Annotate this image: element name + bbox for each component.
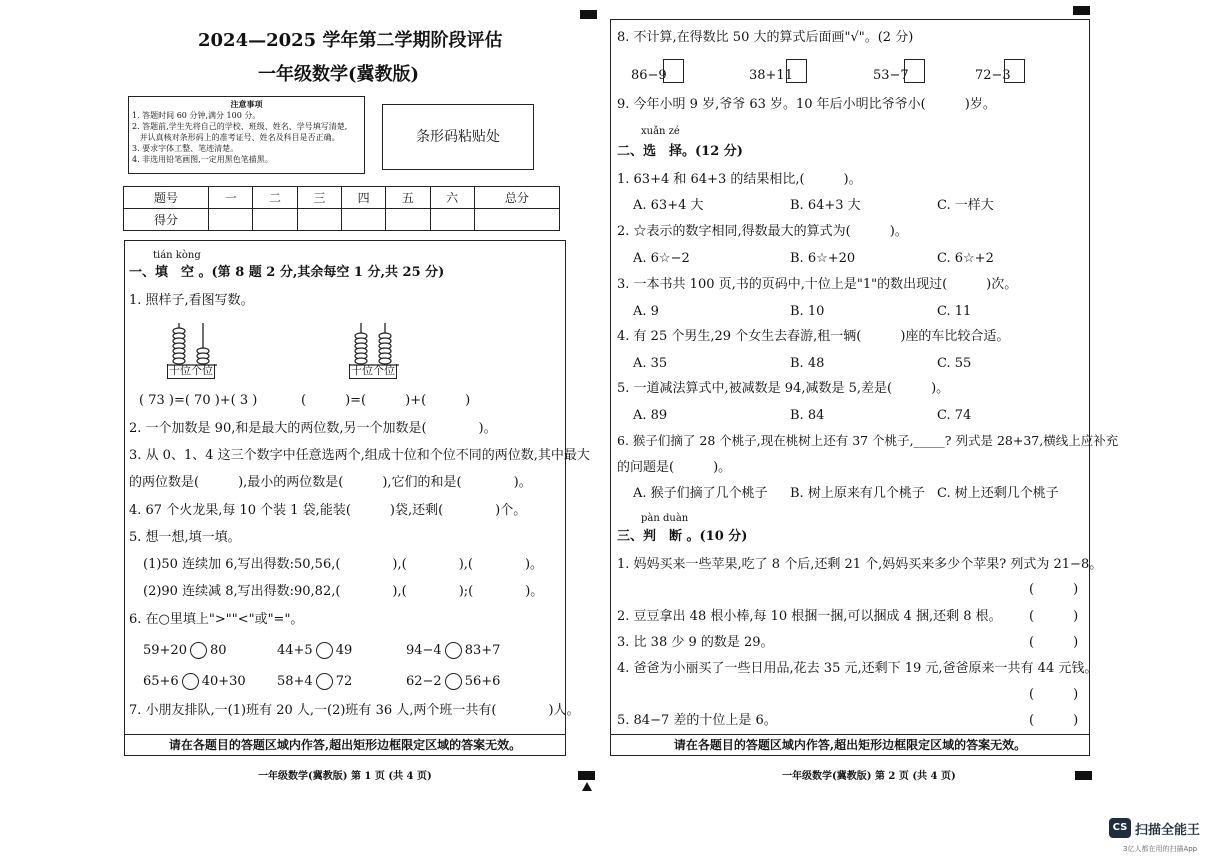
compare-circle[interactable] xyxy=(445,642,462,659)
mc-option[interactable]: B. 6☆+20 xyxy=(790,251,856,266)
question-5-1: (1)50 连续加 6,写出得数:50,56,( ),( ),( )。 xyxy=(143,557,544,572)
mc-option[interactable]: C. 11 xyxy=(937,304,972,319)
page-title: 2024—2025 学年第二学期阶段评估 xyxy=(198,30,503,51)
compare-item: 59+20 80 xyxy=(143,643,227,658)
mc-option[interactable]: A. 89 xyxy=(633,408,668,423)
barcode-label: 条形码粘贴处 xyxy=(416,129,500,145)
tf-question: 1. 妈妈买来一些苹果,吃了 8 个后,还剩 21 个,妈妈买来多少个苹果? 列式为 21−8。 xyxy=(617,557,1103,572)
tf-answer-paren[interactable]: ( ) xyxy=(1029,713,1079,728)
mc-question: 4. 有 25 个男生,29 个女生去春游,租一辆( )座的车比较合适。 xyxy=(617,329,1010,344)
score-cell[interactable] xyxy=(341,209,385,231)
tf-answer-paren[interactable]: ( ) xyxy=(1029,609,1079,624)
question-3-cont: 的两位数是( ),最小的两位数是( ),它们的和是( )。 xyxy=(129,475,532,490)
score-cell[interactable] xyxy=(253,209,297,231)
barcode-box xyxy=(382,104,534,170)
notice-line: 2. 答题前,学生先将自己的学校、班级、姓名、学号填写清楚, xyxy=(132,122,348,131)
section-title: 二、选 择。(12 分) xyxy=(617,144,743,159)
mc-option[interactable]: A. 猴子们摘了几个桃子 xyxy=(633,486,768,501)
mc-question: 2. ☆表示的数字相同,得数最大的算式为( )。 xyxy=(617,224,908,239)
scanner-watermark xyxy=(1109,818,1221,858)
registration-mark xyxy=(578,771,595,780)
mc-option[interactable]: B. 84 xyxy=(790,408,825,423)
question-4: 4. 67 个火龙果,每 10 个装 1 袋,能装( )袋,还剩( )个。 xyxy=(129,503,527,518)
tf-answer-paren[interactable]: ( ) xyxy=(1029,582,1079,597)
mc-option[interactable]: C. 74 xyxy=(937,408,972,423)
abacus-label: 十位个位 xyxy=(169,364,213,377)
score-cell[interactable] xyxy=(430,209,474,231)
score-header: 一 xyxy=(209,187,253,209)
compare-item: 58+4 72 xyxy=(277,674,353,689)
tf-answer-paren[interactable]: ( ) xyxy=(1029,687,1079,702)
mc-option[interactable]: A. 35 xyxy=(633,356,668,371)
mc-question: 3. 一本书共 100 页,书的页码中,十位上是"1"的数出现过( )次。 xyxy=(617,277,1018,292)
q8-item: 53−7 xyxy=(873,68,909,83)
question-5: 5. 想一想,填一填。 xyxy=(129,530,241,545)
mc-option[interactable]: A. 63+4 大 xyxy=(633,198,704,213)
checkbox-square[interactable] xyxy=(663,59,684,83)
score-header: 六 xyxy=(430,187,474,209)
page-footer: 一年级数学(冀教版) 第 1 页 (共 4 页) xyxy=(258,771,432,782)
answer-blank[interactable]: ( )=( )+( ) xyxy=(301,393,471,408)
abacus-figure xyxy=(349,321,403,379)
score-header: 二 xyxy=(253,187,297,209)
section-title: 三、判 断 。(10 分) xyxy=(617,529,748,544)
score-header: 总分 xyxy=(474,187,559,209)
right-answer-panel xyxy=(610,19,1119,756)
score-cell[interactable] xyxy=(474,209,559,231)
checkbox-square[interactable] xyxy=(904,59,925,83)
mc-option[interactable]: C. 6☆+2 xyxy=(937,251,994,266)
tf-answer-paren[interactable]: ( ) xyxy=(1029,635,1079,650)
mc-option[interactable]: B. 64+3 大 xyxy=(790,198,861,213)
compare-item: 94−4 83+7 xyxy=(406,643,501,658)
tf-question: 5. 84−7 差的十位上是 6。 xyxy=(617,713,777,728)
left-answer-panel xyxy=(124,240,590,756)
mc-option[interactable]: A. 6☆−2 xyxy=(633,251,690,266)
answer-area-warning: 请在各题目的答题区域内作答,超出矩形边框限定区域的答案无效。 xyxy=(125,734,565,755)
question-8: 8. 不计算,在得数比 50 大的算式后面画"√"。(2 分) xyxy=(617,30,914,45)
pinyin: pàn duàn xyxy=(641,513,689,524)
score-header: 四 xyxy=(341,187,385,209)
notice-title: 注意事项 xyxy=(230,99,263,109)
registration-mark xyxy=(580,10,597,19)
compare-circle[interactable] xyxy=(316,673,333,690)
compare-item: 44+5 49 xyxy=(277,643,353,658)
checkbox-square[interactable] xyxy=(786,59,807,83)
score-header: 题号 xyxy=(124,187,209,209)
question-2: 2. 一个加数是 90,和是最大的两位数,另一个加数是( )。 xyxy=(129,421,497,436)
answer-area-warning: 请在各题目的答题区域内作答,超出矩形边框限定区域的答案无效。 xyxy=(611,734,1089,755)
section-title: 一、填 空 。(第 8 题 2 分,其余每空 1 分,共 25 分) xyxy=(129,265,445,280)
page-subtitle: 一年级数学(冀教版) xyxy=(258,64,420,85)
question-1: 1. 照样子,看图写数。 xyxy=(129,293,254,308)
notice-line: 1. 答题时间 60 分钟,满分 100 分。 xyxy=(132,111,261,120)
registration-mark xyxy=(1073,6,1090,15)
brand-tagline: 3亿人都在用的扫描App xyxy=(1123,845,1198,853)
score-cell[interactable] xyxy=(209,209,253,231)
notice-line: 4. 非选用铅笔画图,一定用黑色笔描黑。 xyxy=(132,155,273,164)
compare-circle[interactable] xyxy=(316,642,333,659)
brand-name: 扫描全能王 xyxy=(1135,823,1201,838)
abacus-label: 十位个位 xyxy=(351,364,395,377)
mc-option[interactable]: C. 树上还剩几个桃子 xyxy=(937,486,1059,501)
compare-circle[interactable] xyxy=(182,673,199,690)
compare-item: 62−2 56+6 xyxy=(406,674,501,689)
mc-question: 1. 63+4 和 64+3 的结果相比,( )。 xyxy=(617,172,862,187)
score-header: 五 xyxy=(386,187,430,209)
notice-box xyxy=(128,96,365,174)
question-6: 6. 在○里填上">""<"或"="。 xyxy=(129,612,304,627)
question-3: 3. 从 0、1、4 这三个数字中任意选两个,组成十位和个位不同的两位数,其中最大 xyxy=(129,448,590,463)
compare-circle[interactable] xyxy=(190,642,207,659)
cs-logo-icon: CS xyxy=(1109,818,1131,838)
score-cell[interactable] xyxy=(297,209,341,231)
checkbox-square[interactable] xyxy=(1004,59,1025,83)
mc-question: 5. 一道减法算式中,被减数是 94,减数是 5,差是( )。 xyxy=(617,381,950,396)
q8-item: 86−9 xyxy=(631,68,667,83)
tf-question: 2. 豆豆拿出 48 根小棒,每 10 根捆一捆,可以捆成 4 捆,还剩 8 根。 xyxy=(617,609,1002,624)
compare-circle[interactable] xyxy=(445,673,462,690)
tf-question: 3. 比 38 少 9 的数是 29。 xyxy=(617,635,774,650)
mc-question-cont: 的问题是( )。 xyxy=(617,460,732,475)
question-5-2: (2)90 连续减 8,写出得数:90,82,( ),( );( )。 xyxy=(143,584,544,599)
example-answer: ( 73 )=( 70 )+( 3 ) xyxy=(139,393,258,408)
pinyin: xuǎn zé xyxy=(641,126,680,137)
mc-option[interactable]: B. 48 xyxy=(790,356,825,371)
score-row-label: 得分 xyxy=(124,209,209,231)
page-footer: 一年级数学(冀教版) 第 2 页 (共 4 页) xyxy=(782,771,956,782)
mc-option[interactable]: B. 10 xyxy=(790,304,825,319)
arrow-mark xyxy=(582,782,592,791)
tf-question: 4. 爸爸为小丽买了一些日用品,花去 35 元,还剩下 19 元,爸爸原来一共有 44 元钱。 xyxy=(617,661,1098,676)
registration-mark xyxy=(1075,771,1092,780)
mc-option[interactable]: C. 一样大 xyxy=(937,198,994,213)
mc-question: 6. 猴子们摘了 28 个桃子,现在桃树上还有 37 个桃子,_____? 列式是 28+37,横线上应补充 xyxy=(617,433,1119,448)
mc-option[interactable]: C. 55 xyxy=(937,356,972,371)
question-7: 7. 小朋友排队,一(1)班有 20 人,一(2)班有 36 人,两个班一共有( )人。 xyxy=(129,703,580,718)
notice-line: 并认真核对条形码上的准考证号、姓名及科目是否正确。 xyxy=(132,133,340,142)
score-table xyxy=(123,186,560,231)
mc-option[interactable]: A. 9 xyxy=(633,304,659,319)
compare-item: 65+6 40+30 xyxy=(143,674,246,689)
mc-option[interactable]: B. 树上原来有几个桃子 xyxy=(790,486,925,501)
notice-line: 3. 要求字体工整、笔迹清楚。 xyxy=(132,144,239,153)
pinyin: tián kòng xyxy=(153,250,201,261)
q8-item: 72−3 xyxy=(975,68,1011,83)
score-cell[interactable] xyxy=(386,209,430,231)
question-9: 9. 今年小明 9 岁,爷爷 63 岁。10 年后小明比爷爷小( )岁。 xyxy=(617,97,996,112)
abacus-figure xyxy=(167,321,221,379)
score-header: 三 xyxy=(297,187,341,209)
q8-item: 38+11 xyxy=(749,68,793,83)
